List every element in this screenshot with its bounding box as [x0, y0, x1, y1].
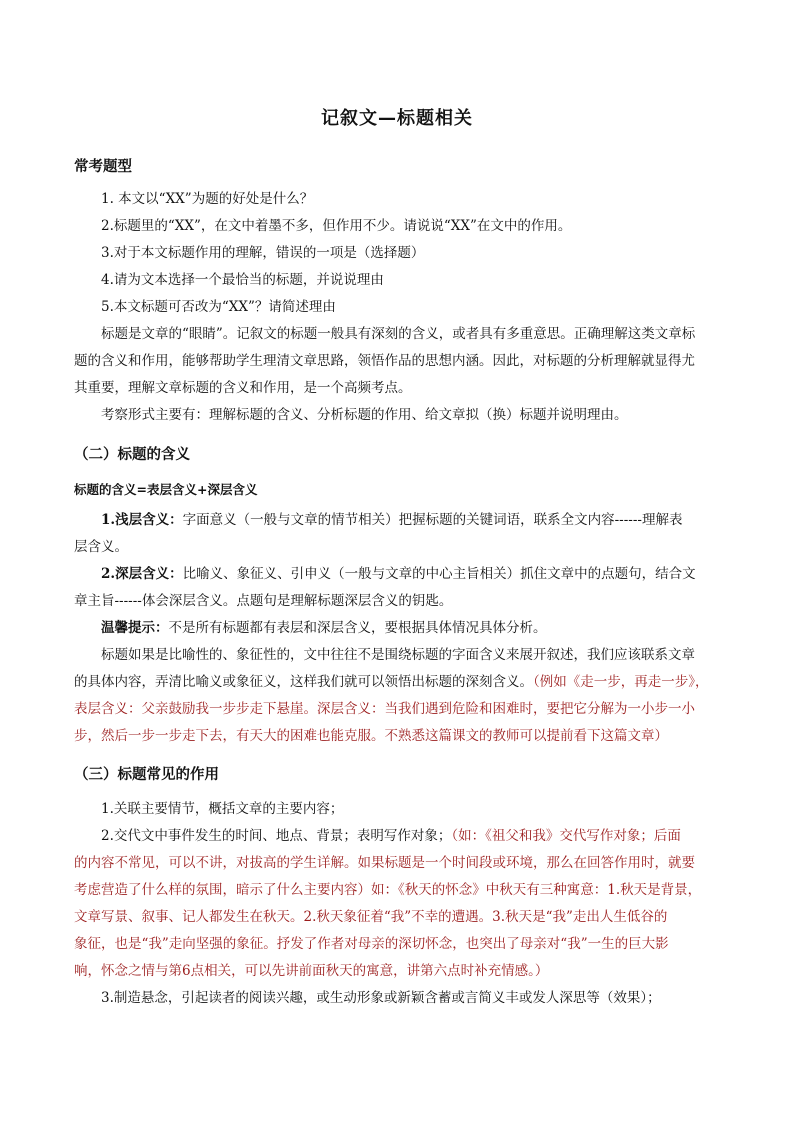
function-2-text: 2.交代文中事件发生的时间、地点、背景；表明写作对象；	[101, 828, 452, 844]
paragraph-line: 考察形式主要有：理解标题的含义、分析标题的作用、给文章拟（换）标题并说明理由。	[101, 407, 628, 423]
section-heading-common-questions: 常考题型	[74, 159, 132, 175]
annotation-line: 考虑营造了什么样的氛围，暗示了什么主要内容）如：《秋天的怀念》中秋天有三种寓意：1.秋天是背景，	[74, 882, 702, 898]
question-1: 1. 本文以“XX”为题的好处是什么？	[101, 191, 314, 207]
annotation-line: 象征，也是“我”走向坚强的象征。抒发了作者对母亲的深切怀念，也突出了母亲对“我”一生的巨大影	[74, 936, 669, 952]
paragraph-text: 的具体内容，弄清比喻义或象征义，这样我们就可以领悟出标题的深刻含义。	[74, 674, 533, 690]
paragraph-line-mixed	[74, 673, 709, 691]
question-5: 5.本文标题可否改为“XX”？请简述理由	[101, 299, 336, 315]
question-2: 2.标题里的“XX”，在文中着墨不多，但作用不少。请说说“XX”在文中的作用。	[101, 218, 572, 234]
annotation-line: 的内容不常见，可以不讲，对拔高的学生详解。如果标题是一个时间段或环境，那么在回答作用时，就要	[74, 855, 695, 871]
section-heading-title-function: （三）标题常见的作用	[74, 767, 219, 783]
question-4: 4.请为文本选择一个最恰当的标题，并说说理由	[101, 272, 384, 288]
deep-meaning-label: 2.深层含义：	[101, 566, 183, 582]
annotation-line: 文章写景、叙事、记人都发生在秋天。2.秋天象征着“我”不幸的遭遇。3.秋天是“我”走出人生低谷的	[74, 909, 668, 925]
annotation-text: （如：《祖父和我》交代写作对象；后面	[451, 828, 681, 844]
tip-text: 不是所有标题都有表层和深层含义，要根据具体情况具体分析。	[168, 620, 547, 636]
paragraph-line: 层含义。	[74, 539, 128, 555]
function-3: 3.制造悬念，引起读者的阅读兴趣，或生动形象或新颖含蓄或言简义丰或发人深思等（效果）；	[101, 990, 661, 1006]
document-title: 记叙文—标题相关	[321, 108, 473, 129]
annotation-line: 步，然后一步一步走下去，有天大的困难也能克服。不熟悉这篇课文的教师可以提前看下这篇文章）	[74, 728, 668, 744]
shallow-meaning-line	[101, 511, 682, 529]
function-2-line	[101, 827, 681, 845]
paragraph-line: 标题如果是比喻性的、象征性的，文中往往不是围绕标题的字面含义来展开叙述，我们应该联系文章	[101, 647, 695, 663]
tip-line	[101, 619, 547, 637]
shallow-meaning-label: 1.浅层含义：	[101, 512, 183, 528]
paragraph-line: 题的含义和作用，能够帮助学生理清文章思路，领悟作品的思想内涵。因此，对标题的分析理解就显得尤	[74, 353, 695, 369]
section-heading-title-meaning: （二）标题的含义	[74, 447, 190, 463]
deep-meaning-text: 比喻义、象征义、引申义（一般与文章的中心主旨相关）抓住文章中的点题句，结合文	[182, 566, 696, 582]
deep-meaning-line	[101, 565, 696, 583]
subheading-formula: 标题的含义=表层含义+深层含义	[74, 482, 258, 497]
question-3: 3.对于本文标题作用的理解，错误的一项是（选择题）	[101, 245, 425, 261]
annotation-line: 响，怀念之情与第6点相关，可以先讲前面秋天的寓意，讲第六点时补充情感。）	[74, 963, 549, 979]
annotation-line: 表层含义：父亲鼓励我一步步走下悬崖。深层含义：当我们遇到危险和困难时，要把它分解为一小步一小	[74, 701, 695, 717]
shallow-meaning-text: 字面意义（一般与文章的情节相关）把握标题的关键词语，联系全文内容------理解表	[182, 512, 683, 528]
tip-label: 温馨提示：	[101, 620, 169, 636]
paragraph-line: 章主旨------体会深层含义。点题句是理解标题深层含义的钥匙。	[74, 593, 453, 609]
paragraph-line: 其重要，理解文章标题的含义和作用，是一个高频考点。	[74, 380, 412, 396]
function-1: 1.关联主要情节，概括文章的主要内容；	[101, 801, 344, 817]
paragraph-line: 标题是文章的“眼睛”。记叙文的标题一般具有深刻的含义，或者具有多重意思。正确理解这类文章标	[101, 326, 696, 342]
annotation-text: （例如《走一步，再走一步》，	[533, 674, 709, 690]
